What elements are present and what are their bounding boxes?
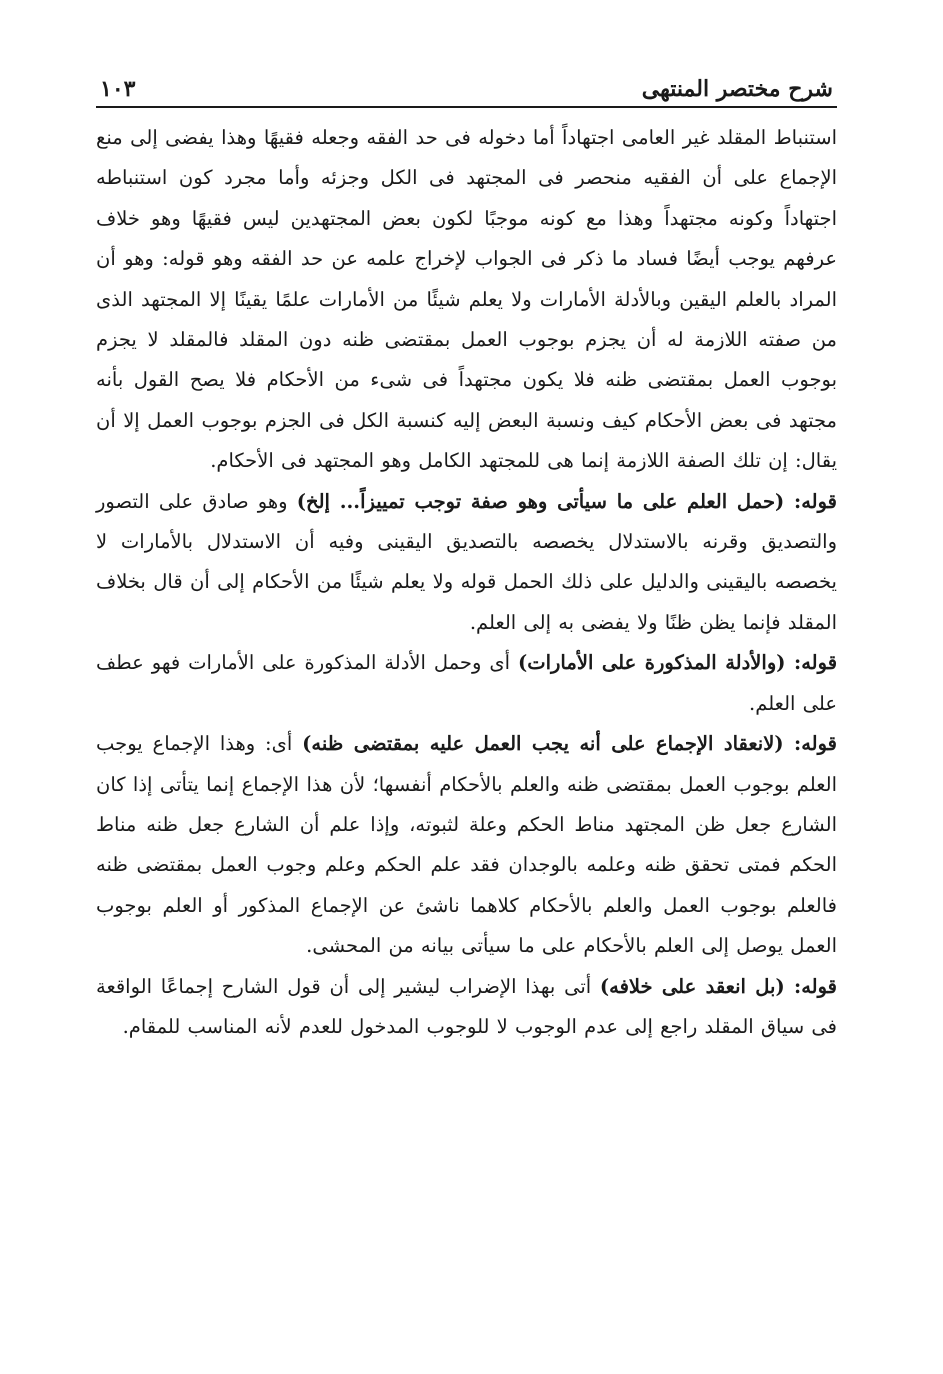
quoted-phrase-5: قوله: (بل انعقد على خلافه) — [599, 974, 837, 998]
quoted-phrase-3: قوله: (والأدلة المذكورة على الأمارات) — [518, 651, 838, 675]
paragraph-5-text: أتى بهذا الإضراب ليشير إلى أن قول الشارح إجماعًا الواقعة فى سياق المقلد راجع إلى عدم الوجوب لا للوجوب المدخول للعدم لأنه المناسب للمقام. — [96, 974, 837, 1038]
paragraph-1 — [96, 118, 837, 482]
page-body — [96, 108, 837, 1047]
page-number: ١٠٣ — [100, 76, 136, 102]
paragraph-5 — [96, 967, 837, 1048]
paragraph-1-text: استنباط المقلد غير العامى اجتهاداً أما دخوله فى حد الفقه وجعله فقيهًا وهذا يفضى إلى منع الإجماع على أن الفقيه منحصر فى المجتهد فى الكل وجزئه وأما مجرد كون استنباطه اجتهاداً وكونه مجتهداً وهذا مع كونه موجبًا لكون بعض المجتهدين ليس فقيهًا وهو خلاف عرفهم يوجب أيضًا فساد ما ذكر فى الجواب لإخراج علمه عن حد الفقه وهو قوله: وهو أن المراد بالعلم اليقين وبالأدلة الأمارات ولا يعلم شيئًا من الأمارات علمًا يقينًا إلا المجتهد الذى من صفته اللازمة له أن يجزم بوجوب العمل بمقتضى ظنه دون المقلد فالمقلد لا يجزم بوجوب العمل بمقتضى ظنه فلا يكون مجتهداً فى شىء من الأحكام فلا يصح القول بأنه مجتهد فى بعض الأحكام كيف ونسبة البعض إليه كنسبة الكل فى الجزم بوجوب العمل إلا أن يقال: إن تلك الصفة اللازمة إنما هى للمجتهد الكامل وهو المجتهد فى الأحكام. — [96, 126, 837, 473]
paragraph-3-text: أى وحمل الأدلة المذكورة على الأمارات فهو عطف على العلم. — [96, 651, 837, 715]
running-title: شرح مختصر المنتهى — [641, 76, 833, 102]
paragraph-3 — [96, 643, 837, 724]
page-header — [96, 62, 837, 108]
quoted-phrase-4: قوله: (لانعقاد الإجماع على أنه يجب العمل عليه بمقتضى ظنه) — [302, 732, 838, 756]
paragraph-2 — [96, 482, 837, 644]
paragraph-4-text: أى: وهذا الإجماع يوجب العلم بوجوب العمل بمقتضى ظنه والعلم بالأحكام أنفسها؛ لأن هذا الإجماع إنما يتأتى إذا كان الشارع جعل ظن المجتهد مناط الحكم وعلة لثبوته، وإذا علم أن الشارع جعل ظنه مناط الحكم فمتى تحقق ظنه وعلمه بالوجدان فقد علم الحكم وعلم وجوب العمل بمقتضى ظنه فالعلم بوجوب العمل والعلم بالأحكام كلاهما ناشئ عن الإجماع المذكور أو العلم بوجوب العمل يوصل إلى العلم بالأحكام على ما سيأتى بيانه من المحشى. — [96, 732, 837, 958]
paragraph-4 — [96, 724, 837, 966]
quoted-phrase-2: قوله: (حمل العلم على ما سيأتى وهو صفة توجب تمييزاً... إلخ) — [296, 489, 838, 513]
paragraph-2-text: وهو صادق على التصور والتصديق وقرنه بالاستدلال يخصصه بالتصديق اليقينى وفيه أن الاستدلال بالأمارات لا يخصصه باليقينى والدليل على ذلك الحمل قوله ولا يعلم شيئًا من الأحكام إلى أن قال بخلاف المقلد فإنما يظن ظنًا ولا يفضى به إلى العلم. — [96, 489, 837, 634]
